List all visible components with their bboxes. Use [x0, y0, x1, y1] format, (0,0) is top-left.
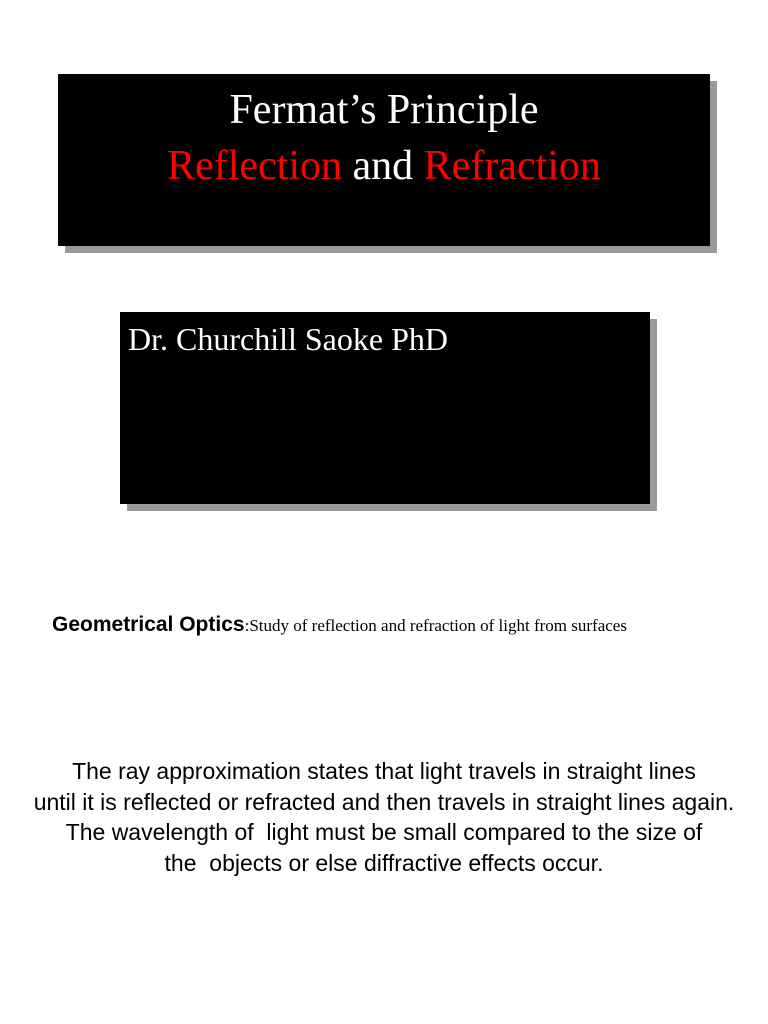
title-subtitle: [58, 140, 710, 192]
title-box: [58, 74, 710, 246]
geometrical-optics-colon: :: [244, 616, 250, 635]
ray-approximation-paragraph: [0, 756, 768, 878]
author-box: [120, 312, 650, 504]
title-main: Fermat’s Principle: [229, 87, 539, 133]
title-word-refraction: Refraction: [423, 143, 601, 189]
geometrical-optics-term: Geometrical Optics: [52, 613, 245, 636]
ray-approximation-line: The wavelength of light must be small compared to the size of: [65, 819, 703, 845]
author-name: Dr. Churchill Saoke PhD: [128, 321, 448, 357]
geometrical-optics-description: Study of reflection and refraction of light from surfaces: [249, 616, 627, 635]
ray-approximation-line: The ray approximation states that light travels in straight lines: [72, 758, 696, 784]
ray-approximation-line: until it is reflected or refracted and then travels in straight lines again.: [33, 788, 735, 815]
title-word-reflection: Reflection: [167, 143, 343, 189]
title-word-and: and: [342, 143, 424, 189]
ray-approximation-line: the objects or else diffractive effects occur.: [164, 849, 604, 876]
geometrical-optics-definition: [52, 610, 752, 642]
